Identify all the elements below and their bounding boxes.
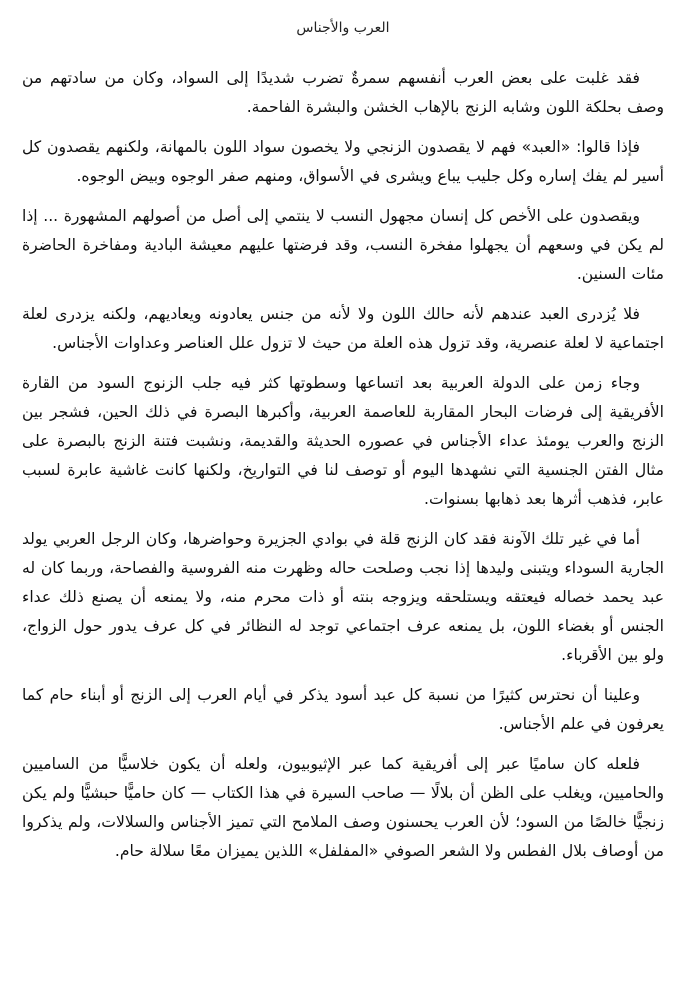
running-header: العرب والأجناس	[296, 20, 390, 36]
paragraph: فلا يُزدرى العبد عندهم لأنه حالك اللون ولا لأنه من جنس يعادونه ويعاديهم، ولكنه يزدرى لعلة اجتماعية لا لعلة عنصرية، وقد تزول هذه العلة من حيث لا تزول علل العناصر وعداوات الأجناس.	[22, 305, 664, 352]
paragraph: وعلينا أن نحترس كثيرًا من نسبة كل عبد أسود يذكر في أيام العرب إلى الزنج أو أبناء حام كما يعرفون في علم الأجناس.	[22, 686, 664, 733]
paragraph: وجاء زمن على الدولة العربية بعد اتساعها وسطوتها كثر فيه جلب الزنوج السود من القارة الأفريقية إلى فرضات البحار المقاربة للعاصمة العربية، وأكبرها البصرة في ذلك الحين، فشجر بين الزنج والعرب يومئذ عداء الأجناس في عصوره الحديثة والقديمة، ونشبت فتنة الزنج بالبصرة على مثال الفتن الجنسية التي نشهدها اليوم أو توصف لنا في التواريخ، ولكنها كانت غاشية عابرة لسبب عابر، فذهب أثرها بعد ذهابها بسنوات.	[22, 374, 664, 508]
paragraph: أما في غير تلك الآونة فقد كان الزنج قلة في بوادي الجزيرة وحواضرها، وكان الرجل العربي يولد الجارية السوداء ويتبنى وليدها إذا نجب وصلحت حاله وظهرت منه الفروسية والفصاحة، وربما كان له عبد يحمد خصاله فيعتقه ويستلحقه ويزوجه بنته أو ذات محرم منه، ولا يمنعه أن يصنع ذلك عداء الجنس أو بغضاء اللون، بل يمنعه عرف اجتماعي توجد له النظائر في كل عرف يدور حول الزواج، ولو بين الأقرباء.	[22, 530, 664, 664]
paragraph: فقد غلبت على بعض العرب أنفسهم سمرةٌ تضرب شديدًا إلى السواد، وكان من سادتهم من وصف بحلكة اللون وشابه الزنج بالإهاب الخشن والبشرة الفاحمة.	[22, 69, 664, 116]
paragraph: ويقصدون على الأخص كل إنسان مجهول النسب لا ينتمي إلى أصل من أصولهم المشهورة ... إذا لم يكن في وسعهم أن يجهلوا مفخرة النسب، وقد فرضتها عليهم معيشة البادية ومفاخرة الحاضرة مئات السنين.	[22, 207, 664, 283]
paragraph: فلعله كان ساميًا عبر إلى أفريقية كما عبر الإثيوبيون، ولعله أن يكون خلاسيًّا من الساميين والحاميين، ويغلب على الظن أن بلالًا — صاحب السيرة في هذا الكتاب — كان حاميًّا حبشيًّا ولم يكن زنجيًّا خالصًا من السود؛ لأن العرب يحسنون وصف الملامح التي تميز الأجناس والسلالات، ولم يذكروا من أوصاف بلال الفطس ولا الشعر الصوفي «المفلفل» اللذين يميزان معًا سلالة حام.	[22, 755, 664, 860]
paragraph: فإذا قالوا: «العبد» فهم لا يقصدون الزنجي ولا يخصون سواد اللون بالمهانة، ولكنهم يقصدون كل أسير لم يفك إساره وكل جليب يباع ويشرى في الأسواق، ومنهم صفر الوجوه وبيض الوجوه.	[22, 138, 664, 185]
body-text	[22, 64, 664, 866]
